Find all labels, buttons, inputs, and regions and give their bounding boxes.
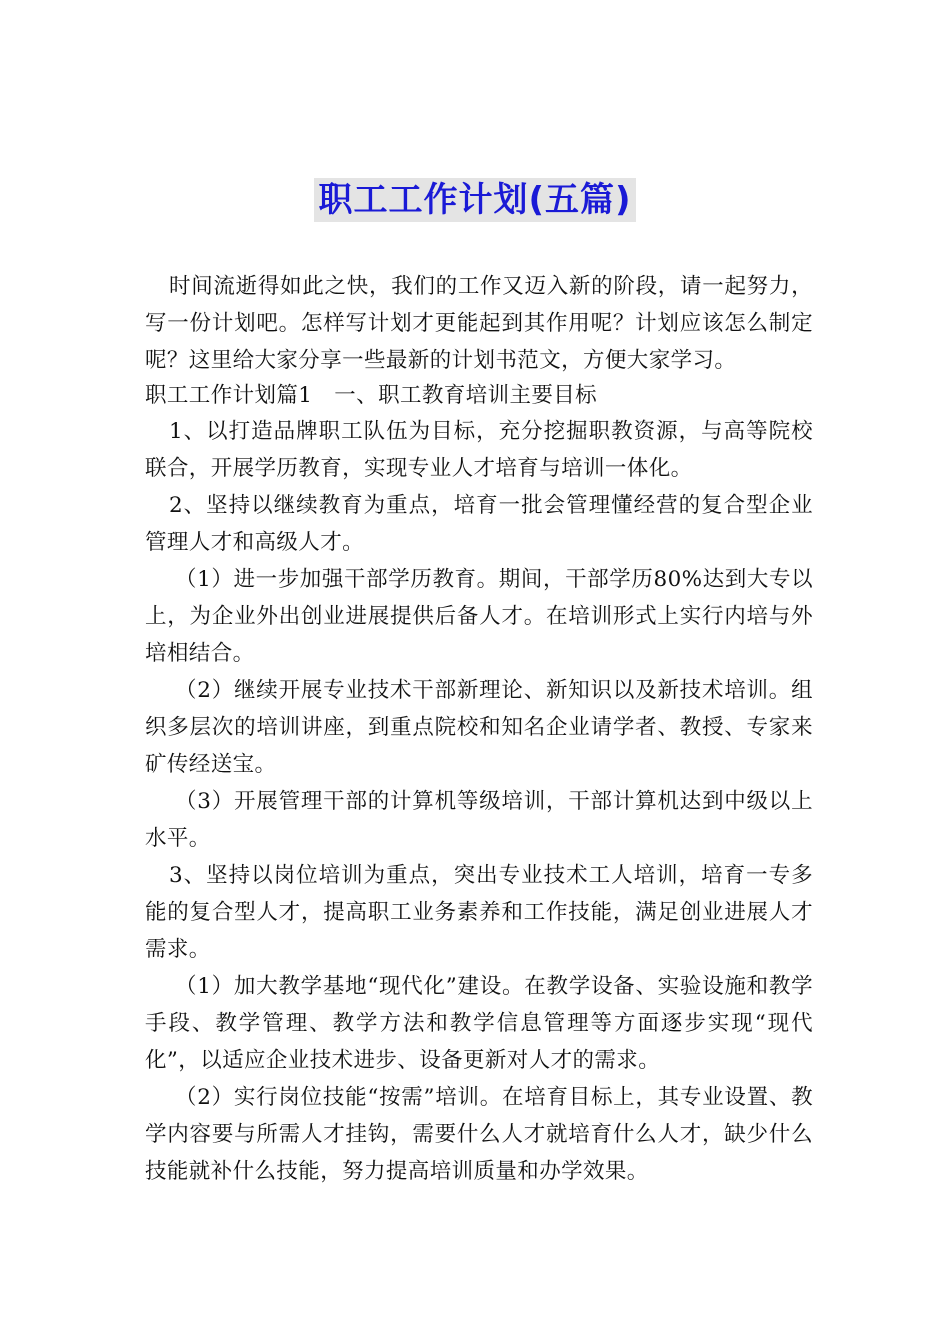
document-title: 职工工作计划(五篇)	[314, 178, 635, 222]
body-paragraph: （1）进一步加强干部学历教育。期间，干部学历80%达到大专以上，为企业外出创业进展提供后备人才。在培训形式上实行内培与外培相结合。	[145, 567, 813, 666]
body-paragraph: （1）加大教学基地“现代化”建设。在教学设备、实验设施和教学手段、教学管理、教学方法和教学信息管理等方面逐步实现“现代化”，以适应企业技术进步、设备更新对人才的需求。	[145, 974, 813, 1073]
body-paragraph: 1、以打造品牌职工队伍为目标，充分挖掘职教资源，与高等院校联合，开展学历教育，实现专业人才培育与培训一体化。	[145, 419, 813, 481]
body-paragraph: 3、坚持以岗位培训为重点，突出专业技术工人培训，培育一专多能的复合型人才，提高职工业务素养和工作技能，满足创业进展人才需求。	[145, 863, 813, 962]
document-body	[145, 268, 813, 1190]
body-paragraph: （2）继续开展专业技术干部新理论、新知识以及新技术培训。组织多层次的培训讲座，到重点院校和知名企业请学者、教授、专家来矿传经送宝。	[145, 678, 813, 777]
title-container	[0, 178, 950, 222]
body-paragraph: （2）实行岗位技能“按需”培训。在培育目标上，其专业设置、教学内容要与所需人才挂钩，需要什么人才就培育什么人才，缺少什么技能就补什么技能，努力提高培训质量和办学效果。	[145, 1085, 813, 1184]
body-paragraph: （3）开展管理干部的计算机等级培训，干部计算机达到中级以上水平。	[145, 789, 813, 851]
intro-paragraph: 时间流逝得如此之快，我们的工作又迈入新的阶段，请一起努力，写一份计划吧。怎样写计划才更能起到其作用呢？计划应该怎么制定呢？这里给大家分享一些最新的计划书范文，方便大家学习。	[145, 274, 813, 373]
section-heading: 职工工作计划篇1 一、职工教育培训主要目标	[145, 383, 598, 408]
body-paragraph: 2、坚持以继续教育为重点，培育一批会管理懂经营的复合型企业管理人才和高级人才。	[145, 493, 813, 555]
